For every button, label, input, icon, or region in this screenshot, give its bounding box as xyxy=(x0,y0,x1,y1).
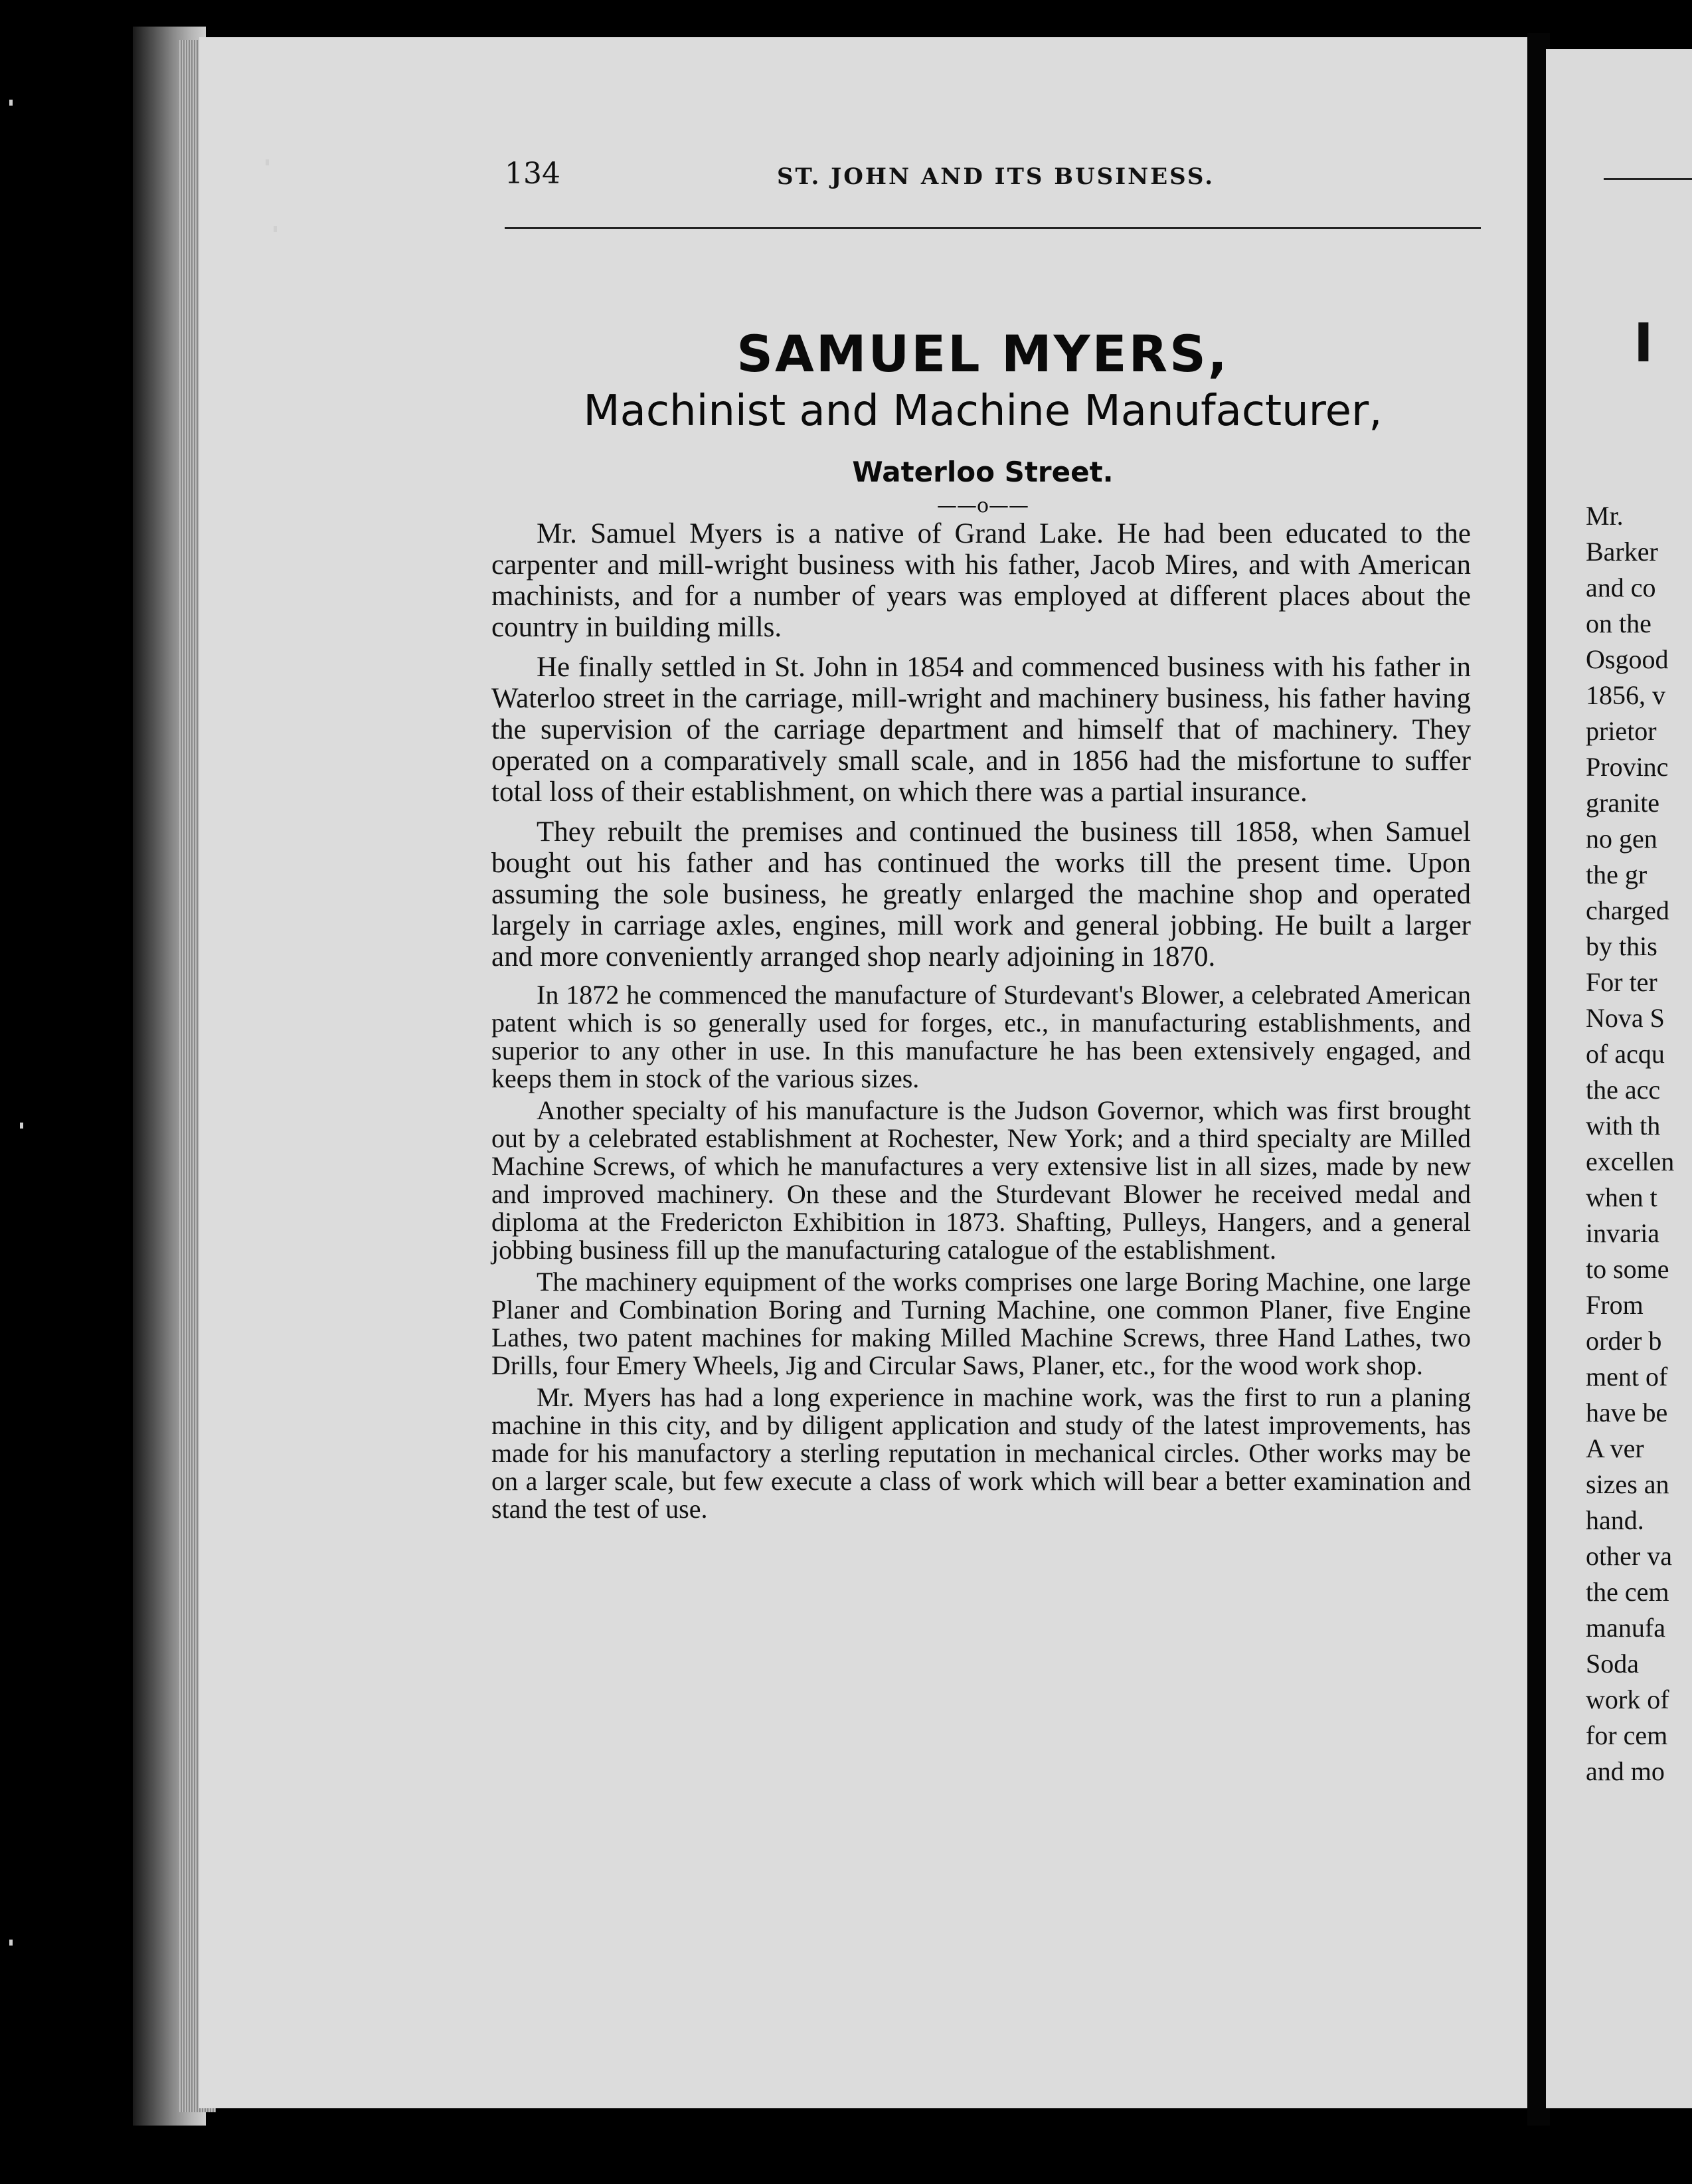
right-page-line: Mr. xyxy=(1586,501,1624,531)
right-page-text xyxy=(1586,498,1692,1789)
paragraph: Mr. Myers has had a long experience in machine work, was the first to run a planing machine in this city, and by diligent application and study of the latest improvements, has made for his manufactory a sterling reputation in mechanical circles. Other works may be on a larger scale, but few execute a class of work which will bear a better examination and stand the test of use. xyxy=(491,1382,1471,1524)
right-page-line: work of xyxy=(1586,1684,1669,1714)
scan-speck xyxy=(9,1940,13,1946)
right-page-line: the gr xyxy=(1586,860,1648,889)
right-page-line: to some xyxy=(1586,1254,1669,1284)
right-page-line: From xyxy=(1586,1290,1644,1320)
paragraph: In 1872 he commenced the manufacture of Sturdevant's Blower, a celebrated American patent which is so generally used for forges, etc., in manufacturing establishments, and superior to any other in use. In this manufacture he has been extensively engaged, and keeps them in stock of the various sizes. xyxy=(491,980,1471,1093)
right-page-line: the acc xyxy=(1586,1075,1661,1105)
page-number: 134 xyxy=(505,157,560,191)
right-page-line: when t xyxy=(1586,1182,1657,1212)
right-page-line: A ver xyxy=(1586,1433,1644,1463)
right-page-line: by this xyxy=(1586,931,1657,961)
right-page-line: prietor xyxy=(1586,716,1657,746)
right-page-line: manufa xyxy=(1586,1613,1665,1643)
right-page-line: on the xyxy=(1586,608,1651,638)
right-page-line: of acqu xyxy=(1586,1039,1665,1069)
right-page-line: hand. xyxy=(1586,1505,1644,1535)
right-page-line: excellen xyxy=(1586,1146,1675,1176)
right-page-line: order b xyxy=(1586,1326,1662,1356)
right-page-line: invaria xyxy=(1586,1218,1660,1248)
scan-speck xyxy=(266,159,269,165)
article-street: Waterloo Street. xyxy=(852,456,1114,488)
scan-speck xyxy=(20,1123,23,1129)
right-page-line: no gen xyxy=(1586,824,1657,854)
right-page-line: Soda xyxy=(1586,1649,1639,1679)
right-page-line: Nova S xyxy=(1586,1003,1665,1033)
right-page-line: Osgood xyxy=(1586,644,1669,674)
right-page-line: For ter xyxy=(1586,967,1657,997)
article-body xyxy=(491,518,1471,1527)
right-page-line: ment of xyxy=(1586,1362,1668,1392)
paragraph: They rebuilt the premises and continued the business till 1858, when Samuel bought out his father and has continued the works till the present time. Upon assuming the sole business, he greatly enlarged the machine shop and operated largely in carriage axles, engines, mill work and general jobbing. He built a larger and more conveniently arranged shop nearly adjoining in 1870. xyxy=(491,816,1471,972)
right-page-line: have be xyxy=(1586,1398,1668,1427)
scan-speck xyxy=(9,100,13,106)
right-page-header-rule xyxy=(1604,178,1692,180)
ornament-divider: ——o—— xyxy=(936,494,1029,517)
right-page-line: charged xyxy=(1586,895,1669,925)
right-page-line: for cem xyxy=(1586,1720,1668,1750)
right-page-line: the cem xyxy=(1586,1577,1669,1607)
paragraph: Another specialty of his manufacture is the Judson Governor, which was first brought out by a celebrated establishment at Rochester, New York; and a third specialty are Milled Machine Screws, of which he manufactures a very extensive list in all sizes, made by new and improved machinery. On these and the Sturdevant Blower he received medal and diploma at the Fredericton Exhibition in 1873. Shafting, Pulleys, Hangers, and a general jobbing business fill up the manufacturing catalogue of the establishment. xyxy=(491,1095,1471,1265)
paragraph: He finally settled in St. John in 1854 and commenced business with his father in Waterloo street in the carriage, mill-wright and machinery business, his father having the supervision of the carriage department and himself that of machinery. They operated on a comparatively small scale, and in 1856 had the misfortune to suffer total loss of their establishment, on which there was a partial insurance. xyxy=(491,652,1471,808)
right-page-line: with th xyxy=(1586,1111,1661,1140)
right-page-line: Provinc xyxy=(1586,752,1669,782)
right-page-line: and co xyxy=(1586,573,1656,602)
right-page-heading: I xyxy=(1634,312,1653,374)
article-name: SAMUEL MYERS, xyxy=(736,324,1229,383)
paragraph: The machinery equipment of the works comprises one large Boring Machine, one large Planer and Combination Boring and Turning Machine, one common Planer, five Engine Lathes, two patent machines for making Milled Machine Screws, three Hand Lathes, two Drills, four Emery Wheels, Jig and Circular Saws, Planer, etc., for the wood work shop. xyxy=(491,1267,1471,1380)
running-title: ST. JOHN AND ITS BUSINESS. xyxy=(777,163,1215,190)
paragraph: Mr. Samuel Myers is a native of Grand Lake. He had been educated to the carpenter and mill-wright business with his father, Jacob Mires, and with American machinists, and for a number of years was employed at different places about the country in building mills. xyxy=(491,518,1471,643)
header-rule xyxy=(505,227,1481,229)
right-page-line: other va xyxy=(1586,1541,1672,1571)
article-trade: Machinist and Machine Manufacturer, xyxy=(583,387,1383,436)
scan-speck xyxy=(274,226,277,232)
running-head xyxy=(505,157,1481,197)
right-page-line: 1856, v xyxy=(1586,680,1665,710)
right-page-line: and mo xyxy=(1586,1756,1665,1786)
right-page-line: Barker xyxy=(1586,537,1658,567)
right-page-line: sizes an xyxy=(1586,1469,1669,1499)
right-page-line: granite xyxy=(1586,788,1660,818)
